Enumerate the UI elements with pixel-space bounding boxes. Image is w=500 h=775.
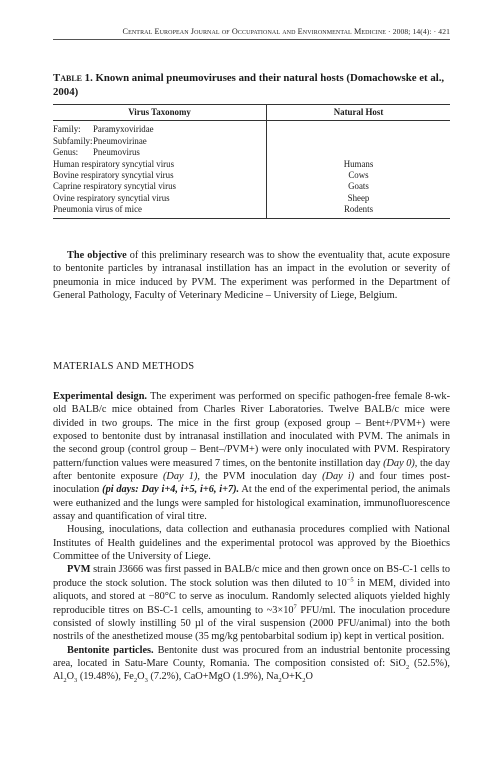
running-head: Central European Journal of Occupational and Environmental Medicine · 2008; 14(4): · 421 — [122, 27, 450, 36]
virus-name: Bovine respiratory syncytial virus — [53, 170, 267, 181]
objective-text: of this preliminary research was to show the eventuality that, acute exposure to bentonite particles by intranasal instillation has an impact in the evolution or severity of pneumonia in mice induced by PVM. The experiment was performed in the Department of General Pathology, Faculty of Veterinary Medicine – University of Liege, Belgium. — [53, 250, 450, 302]
host-name: Goats — [348, 181, 369, 192]
header-natural-host: Natural Host — [267, 105, 451, 121]
formula-sub: 2 — [133, 677, 138, 685]
table-row — [53, 124, 450, 135]
formula-sub: 2 — [405, 663, 410, 671]
objective-paragraph — [53, 249, 450, 302]
virus-name: Ovine respiratory syncytial virus — [53, 193, 267, 204]
table-row — [53, 193, 450, 204]
formula: (52.5%), Al — [53, 657, 450, 683]
header-rule — [53, 39, 450, 40]
formula-sub: 2 — [278, 677, 282, 685]
virus-name: Caprine respiratory syncytial virus — [53, 181, 267, 192]
rank-family: Family: — [53, 124, 81, 135]
host-name: Cows — [348, 170, 369, 181]
design-italic: (pi days: Day i+4, i+5, i+6, i+7). — [102, 484, 240, 496]
virus-name: Pneumonia virus of mice — [53, 204, 267, 218]
formula: O — [66, 671, 74, 683]
pvm-text: in MEM, divided into aliquots, and stored at −80°C to serve as inoculum. Randomly selected aliquots yielded highly reproducible titres on BS-C-1 cells, amounting to ~3×10 — [53, 577, 450, 616]
virus-name: Human respiratory syncytial virus — [53, 159, 267, 170]
genus-name: Pneumovirus — [93, 147, 140, 158]
formula: (19.48%), Fe — [77, 671, 134, 683]
virus-host-table — [53, 104, 450, 219]
design-text: At the end of the experimental period, the animals were euthanized and the lungs were sampled for histological examination, immunofluorescence assay and quantification of viral titre. — [53, 484, 451, 523]
formula-sub: 2 — [302, 677, 306, 685]
pvm-text: PFU/ml. The inoculation procedure consisted of slowly instilling 50 µl of the viral suspension (2000 PFU/animal) into the both nostrils of the anesthetized mouse (35 mg/kg pentobarbital sodium ip) kept in vertical position. — [53, 604, 450, 643]
host-name: Rodents — [267, 204, 451, 218]
formula: O — [137, 671, 145, 683]
table-row — [53, 181, 450, 192]
pvm-lead: PVM — [67, 564, 91, 576]
formula: SiO — [389, 657, 406, 669]
pvm-exponent: −5 — [346, 576, 354, 584]
rank-subfamily: Subfamily: — [53, 135, 93, 146]
pvm-exponent: 7 — [293, 603, 297, 611]
family-name: Paramyxoviridae — [93, 124, 154, 135]
journal-name: Central European Journal of Occupational and Environmental Medicine — [122, 27, 387, 36]
design-italic: (Day 0), — [383, 457, 418, 469]
bentonite-text: Bentonite dust was procured from an industrial bentonite processing area, located in Satu-Mare County, Romania. The composition consisted of: — [53, 644, 450, 669]
table-row — [53, 204, 450, 218]
formula-sub: 3 — [74, 677, 78, 685]
table-row — [53, 147, 450, 158]
housing-paragraph: Housing, inoculations, data collection and euthanasia procedures complied with National Institutes of Health guidelines and the experimental protocol was approved by the Bioethics Committee of the University of Liege. — [53, 524, 450, 563]
rank-genus: Genus: — [53, 147, 79, 158]
bentonite-lead: Bentonite particles. — [67, 644, 154, 656]
host-name: Sheep — [347, 192, 370, 203]
methods-text — [53, 390, 450, 684]
table-caption — [53, 71, 450, 99]
pvm-paragraph — [53, 563, 450, 643]
design-paragraph — [53, 390, 450, 523]
table-row — [53, 159, 450, 170]
design-italic: (Day 1), — [163, 471, 200, 483]
page-number: 421 — [438, 27, 450, 36]
journal-issue: 2008; 14(4): — [392, 27, 432, 36]
formula-sub: 2 — [63, 677, 67, 685]
subfamily-name: Pneumovirinae — [93, 135, 147, 146]
bentonite-paragraph — [53, 644, 450, 684]
formula: O+K — [281, 671, 303, 683]
header-virus-taxonomy: Virus Taxonomy — [53, 105, 267, 121]
design-text: the PVM inoculation day — [199, 471, 323, 483]
table-label: Table 1. — [53, 72, 93, 84]
design-text: The experiment was performed on specific pathogen-free female 8-wk-old BALB/c mice obtained from Charles River Laboratories. Twelve BALB/c mice were divided in two groups. The mice in the first group (exposed group – Bent+/PVM+) were exposed to bentonite dust by intranasal instillation and inoculated with PVM. The animals in the second group (control group – Bent–/PVM+) were only inoculated with PVM. Respiratory pattern/function values were measured 7 times, on the bentonite instillation day — [53, 391, 450, 469]
design-lead: Experimental design. — [53, 391, 147, 402]
table-title: Known animal pneumoviruses and their natural hosts (Domachowske et al., 2004) — [53, 72, 445, 98]
formula: O — [305, 671, 313, 683]
design-text: and four times post-inoculation — [53, 471, 450, 496]
design-text: the day after bentonite exposure — [53, 457, 450, 483]
objective-lead: The objective — [67, 250, 127, 261]
table-row — [53, 170, 450, 181]
host-name: Humans — [343, 158, 374, 169]
table-header-row — [53, 105, 450, 121]
pvm-text: strain J3666 was first passed in BALB/c mice and then grown once on BS-C-1 cells to produce the stock solution. The stock solution was then diluted to 10 — [53, 564, 450, 589]
design-italic: (Day i) — [322, 471, 355, 483]
formula: (7.2%), CaO+MgO (1.9%), Na — [147, 671, 279, 683]
section-heading: MATERIALS AND METHODS — [53, 361, 195, 372]
formula-sub: 3 — [144, 677, 148, 685]
table-row — [53, 136, 450, 147]
